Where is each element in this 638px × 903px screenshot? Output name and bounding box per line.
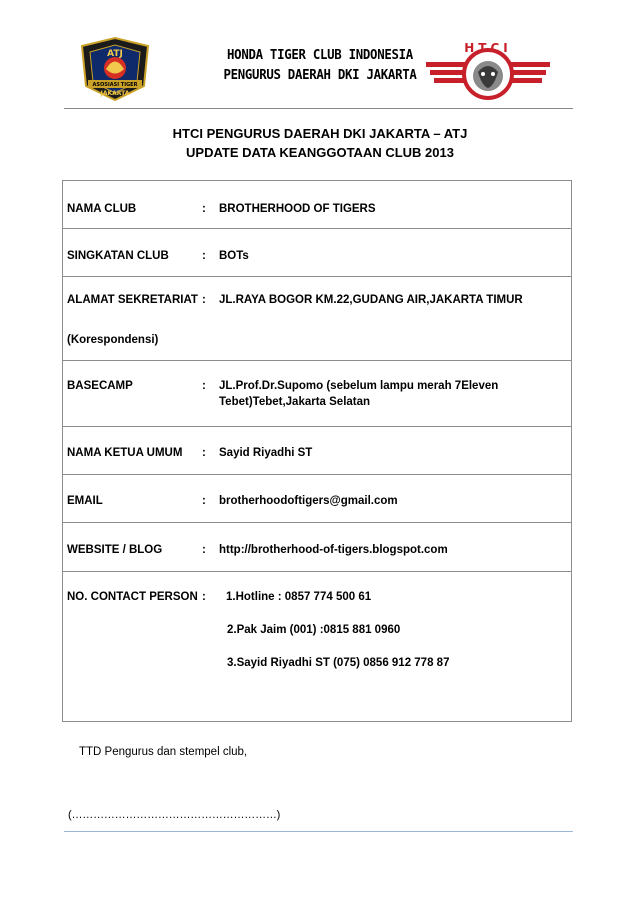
alamat-sublabel: (Korespondensi) <box>67 334 159 346</box>
row-alamat-sekretariat <box>63 277 571 361</box>
contact-label: NO. CONTACT PERSON <box>67 591 198 603</box>
svg-text:ATJ: ATJ <box>107 49 123 59</box>
row-email <box>63 475 571 523</box>
basecamp-label: BASECAMP <box>67 380 133 392</box>
email-value: brotherhoodoftigers@gmail.com <box>219 495 398 507</box>
svg-text:JAKARTA: JAKARTA <box>100 90 130 97</box>
row-singkatan-club <box>63 229 571 277</box>
nama-club-label: NAMA CLUB <box>67 203 137 215</box>
colon: : <box>202 203 206 215</box>
row-contact-person <box>63 572 571 721</box>
contact-item: 1.Hotline : 0857 774 500 61 <box>226 591 372 603</box>
row-nama-club <box>63 181 571 229</box>
colon: : <box>202 250 206 262</box>
basecamp-value-line2: Tebet)Tebet,Jakarta Selatan <box>219 396 371 408</box>
footer-divider <box>64 831 573 832</box>
nama-club-value: BROTHERHOOD OF TIGERS <box>219 203 376 215</box>
row-basecamp <box>63 361 571 427</box>
ketua-value: Sayid Riyadhi ST <box>219 447 313 459</box>
colon: : <box>202 294 206 306</box>
header-title-line2: PENGURUS DAERAH DKI JAKARTA <box>223 68 417 83</box>
document-title-line2: UPDATE DATA KEANGGOTAAN CLUB 2013 <box>186 145 454 160</box>
header-divider <box>64 108 573 109</box>
basecamp-value <box>219 378 559 410</box>
document-title <box>100 124 540 162</box>
svg-text:HTCI: HTCI <box>464 41 512 55</box>
contact-item: 3.Sayid Riyadhi ST (075) 0856 912 778 87 <box>227 657 450 669</box>
row-nama-ketua <box>63 427 571 475</box>
signature-note: TTD Pengurus dan stempel club, <box>79 746 248 758</box>
colon: : <box>202 544 206 556</box>
colon: : <box>202 495 206 507</box>
signature-line: (…………………………………………………) <box>68 809 281 821</box>
colon: : <box>202 447 206 459</box>
header-title <box>206 46 434 86</box>
website-value: http://brotherhood-of-tigers.blogspot.com <box>219 544 448 556</box>
singkatan-club-value: BOTs <box>219 250 249 262</box>
singkatan-club-label: SINGKATAN CLUB <box>67 250 169 262</box>
header-title-line1: HONDA TIGER CLUB INDONESIA <box>227 48 413 63</box>
colon: : <box>202 591 206 603</box>
alamat-value: JL.RAYA BOGOR KM.22,GUDANG AIR,JAKARTA TIMUR <box>219 294 523 306</box>
club-data-form <box>62 180 572 722</box>
email-label: EMAIL <box>67 495 103 507</box>
htci-logo <box>424 38 552 104</box>
basecamp-value-line1: JL.Prof.Dr.Supomo (sebelum lampu merah 7Eleven <box>219 380 499 392</box>
document-title-line1: HTCI PENGURUS DAERAH DKI JAKARTA – ATJ <box>172 126 468 141</box>
website-label: WEBSITE / BLOG <box>67 544 163 556</box>
contact-item: 2.Pak Jaim (001) :0815 881 0960 <box>227 624 401 636</box>
ketua-label: NAMA KETUA UMUM <box>67 447 183 459</box>
row-website <box>63 523 571 572</box>
atj-logo <box>78 36 152 102</box>
alamat-label: ALAMAT SEKRETARIAT <box>67 294 198 306</box>
svg-text:ASOSIASI TIGER: ASOSIASI TIGER <box>92 82 138 88</box>
colon: : <box>202 380 206 392</box>
